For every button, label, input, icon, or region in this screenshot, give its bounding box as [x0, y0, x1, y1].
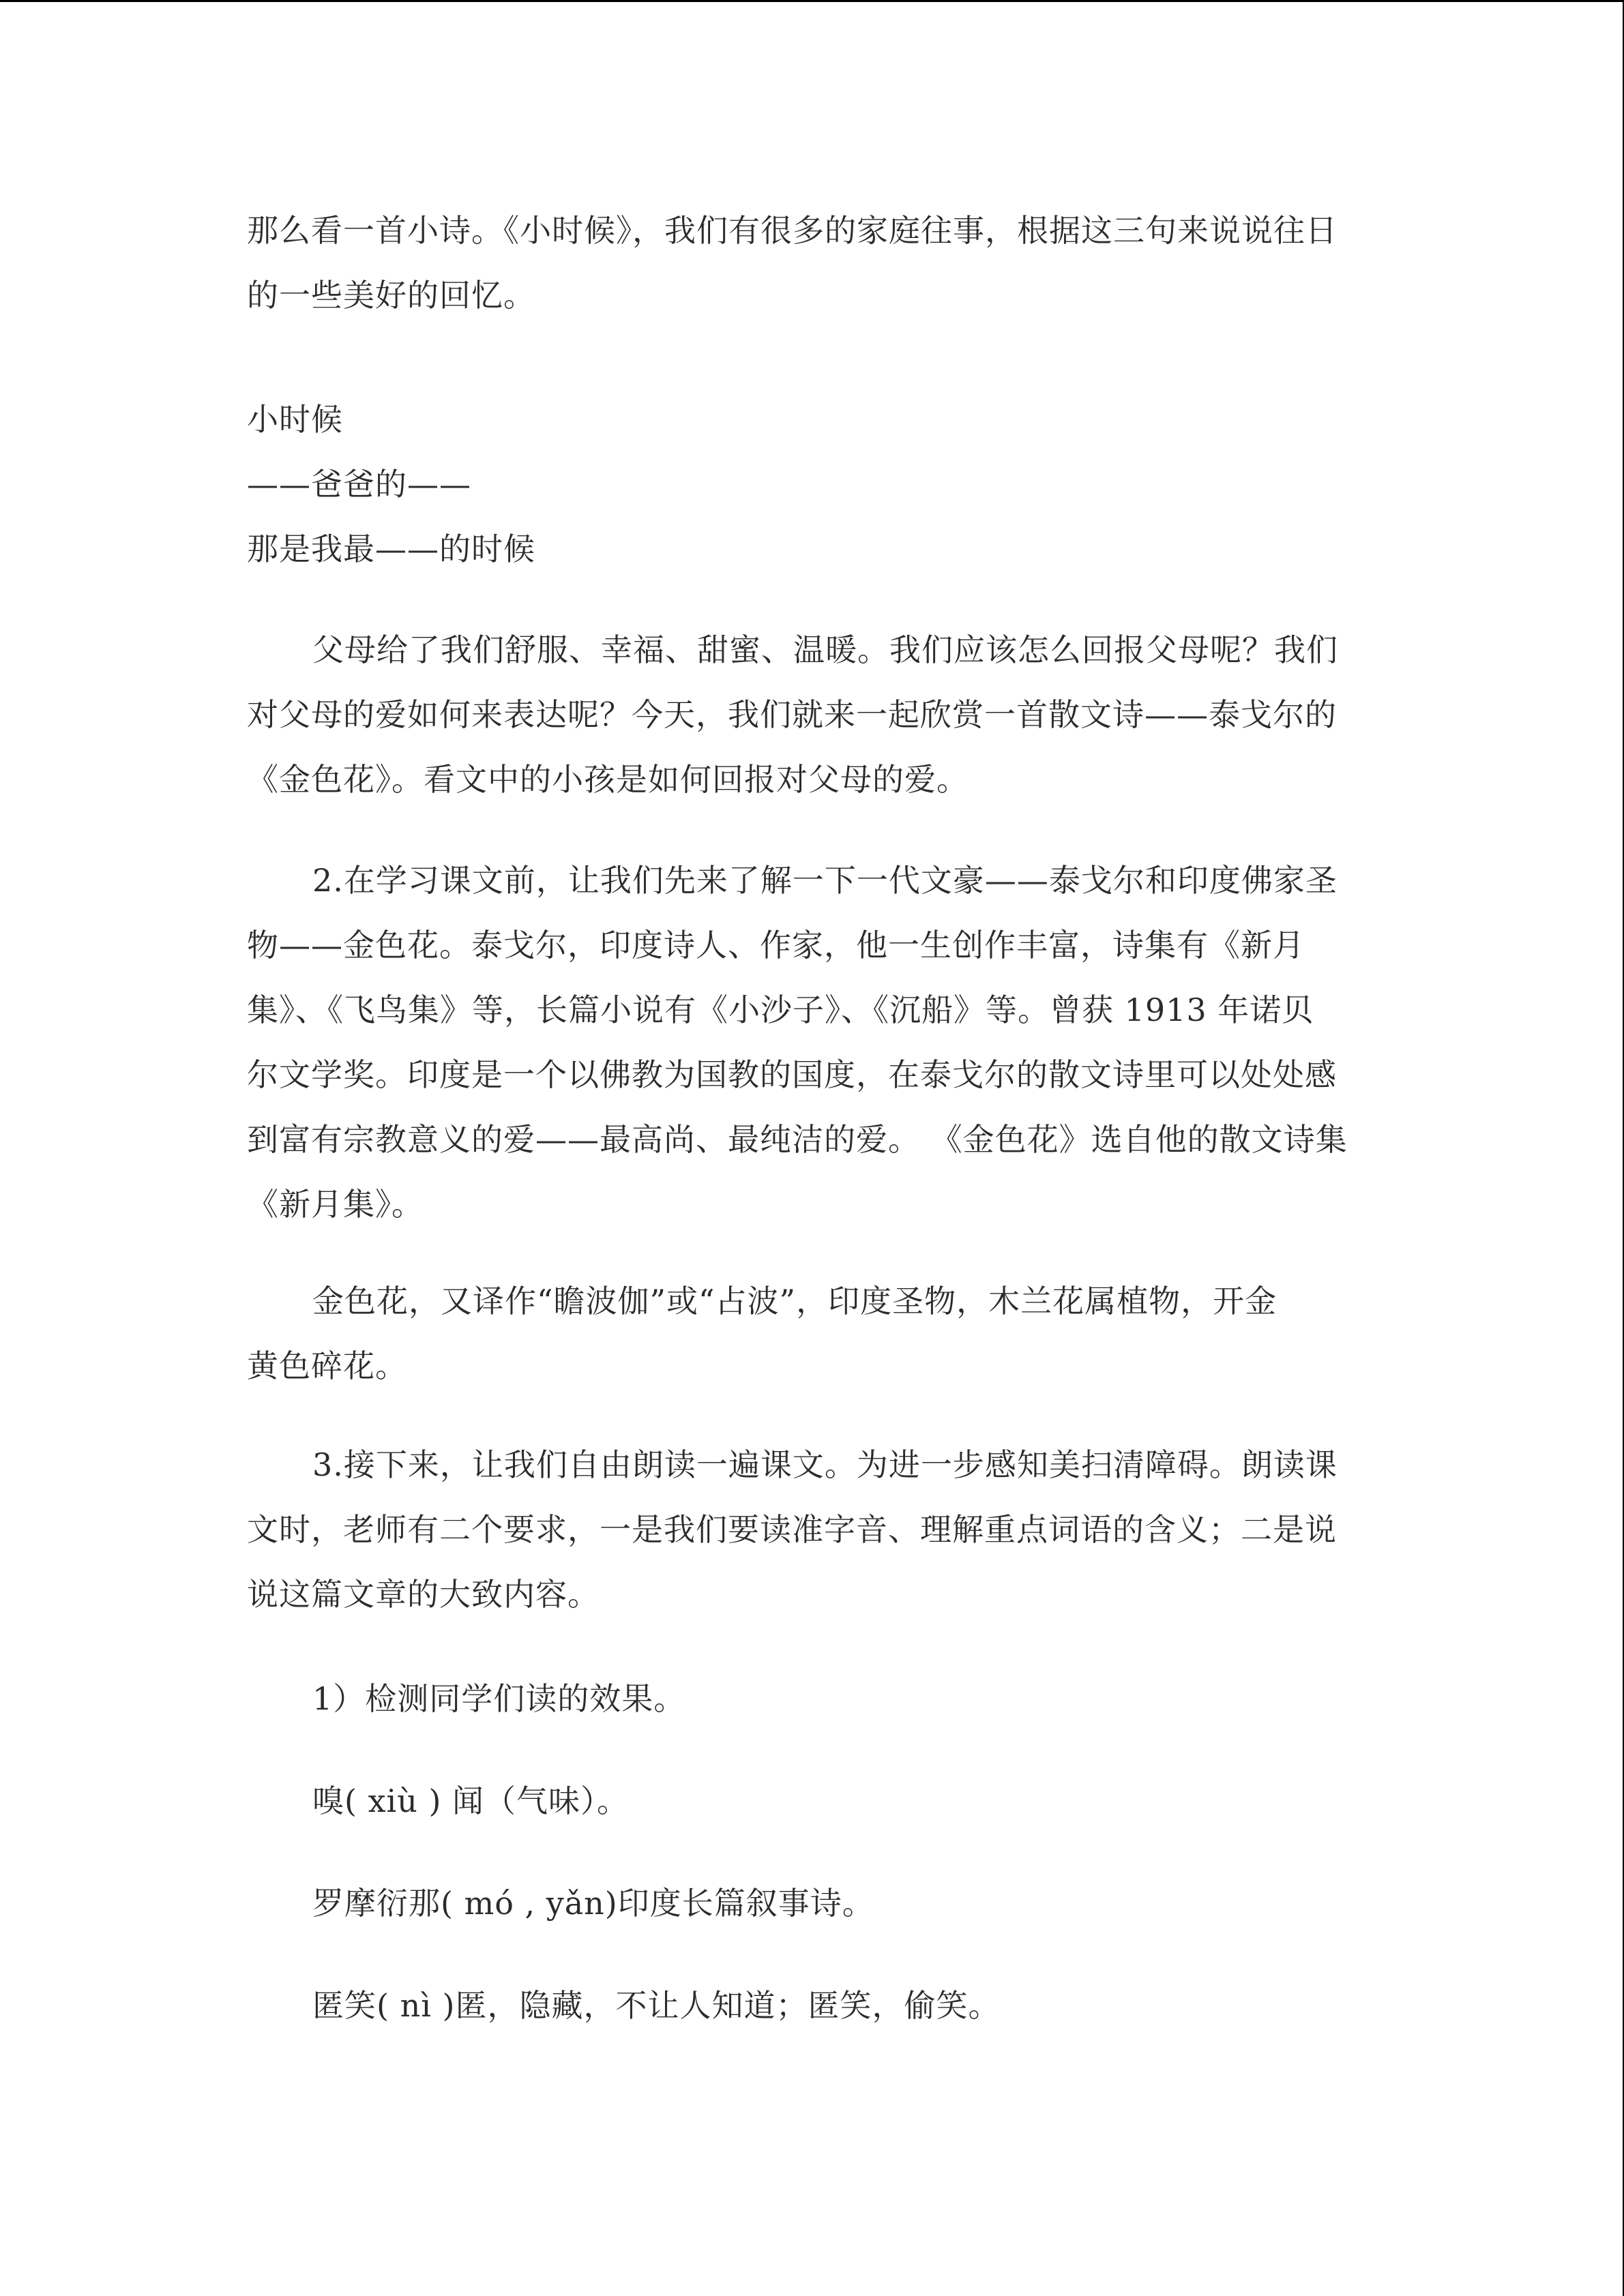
para-author-line-5: 到富有宗教意义的爱——最高尚、最纯洁的爱。 《金色花》选自他的散文诗集 [247, 1121, 1348, 1158]
para-flower-line-2: 黄色碎花。 [247, 1347, 407, 1384]
para-author-line-1: 2.在学习课文前，让我们先来了解一下一代文豪——泰戈尔和印度佛家圣 [312, 862, 1338, 899]
check-heading: 1）检测同学们读的效果。 [312, 1680, 686, 1717]
poem-line-1: ——爸爸的—— [247, 466, 471, 503]
poem-title: 小时候 [247, 401, 343, 438]
check-item-2: 罗摩衍那( mó , yǎn)印度长篇叙事诗。 [312, 1885, 874, 1922]
intro-line-1: 那么看一首小诗。《小时候》，我们有很多的家庭往事，根据这三句来说说往日 [247, 212, 1338, 249]
intro-line-2: 的一些美好的回忆。 [247, 277, 535, 314]
para-parents-line-2: 对父母的爱如何来表达呢？今天，我们就来一起欣赏一首散文诗——泰戈尔的 [247, 696, 1337, 733]
para-reading-line-1: 3.接下来，让我们自由朗读一遍课文。为进一步感知美扫清障碍。朗读课 [312, 1446, 1338, 1483]
poem-line-2: 那是我最——的时候 [247, 531, 535, 567]
para-author-line-4: 尔文学奖。印度是一个以佛教为国教的国度，在泰戈尔的散文诗里可以处处感 [247, 1056, 1337, 1093]
para-author-line-6: 《新月集》。 [247, 1186, 424, 1223]
para-flower-line-1: 金色花，又译作“瞻波伽”或“占波”，印度圣物，木兰花属植物，开金 [312, 1283, 1278, 1320]
para-author-line-2: 物——金色花。泰戈尔，印度诗人、作家，他一生创作丰富，诗集有《新月 [247, 927, 1305, 964]
para-parents-line-1: 父母给了我们舒服、幸福、甜蜜、温暖。我们应该怎么回报父母呢？我们 [312, 631, 1338, 668]
para-author-line-3: 集》、《飞鸟集》等，长篇小说有《小沙子》、《沉船》等。曾获 1913 年诺贝 [247, 992, 1314, 1028]
page-top-border [0, 0, 1624, 2]
para-parents-line-3: 《金色花》。看文中的小孩是如何回报对父母的爱。 [247, 761, 969, 798]
check-item-3: 匿笑( nì )匿，隐藏，不让人知道；匿笑，偷笑。 [312, 1987, 1001, 2024]
para-reading-line-2: 文时，老师有二个要求，一是我们要读准字音、理解重点词语的含义；二是说 [247, 1511, 1337, 1548]
para-reading-line-3: 说这篇文章的大致内容。 [247, 1576, 600, 1613]
check-item-1: 嗅( xiù ) 闻（气味）。 [312, 1783, 630, 1819]
